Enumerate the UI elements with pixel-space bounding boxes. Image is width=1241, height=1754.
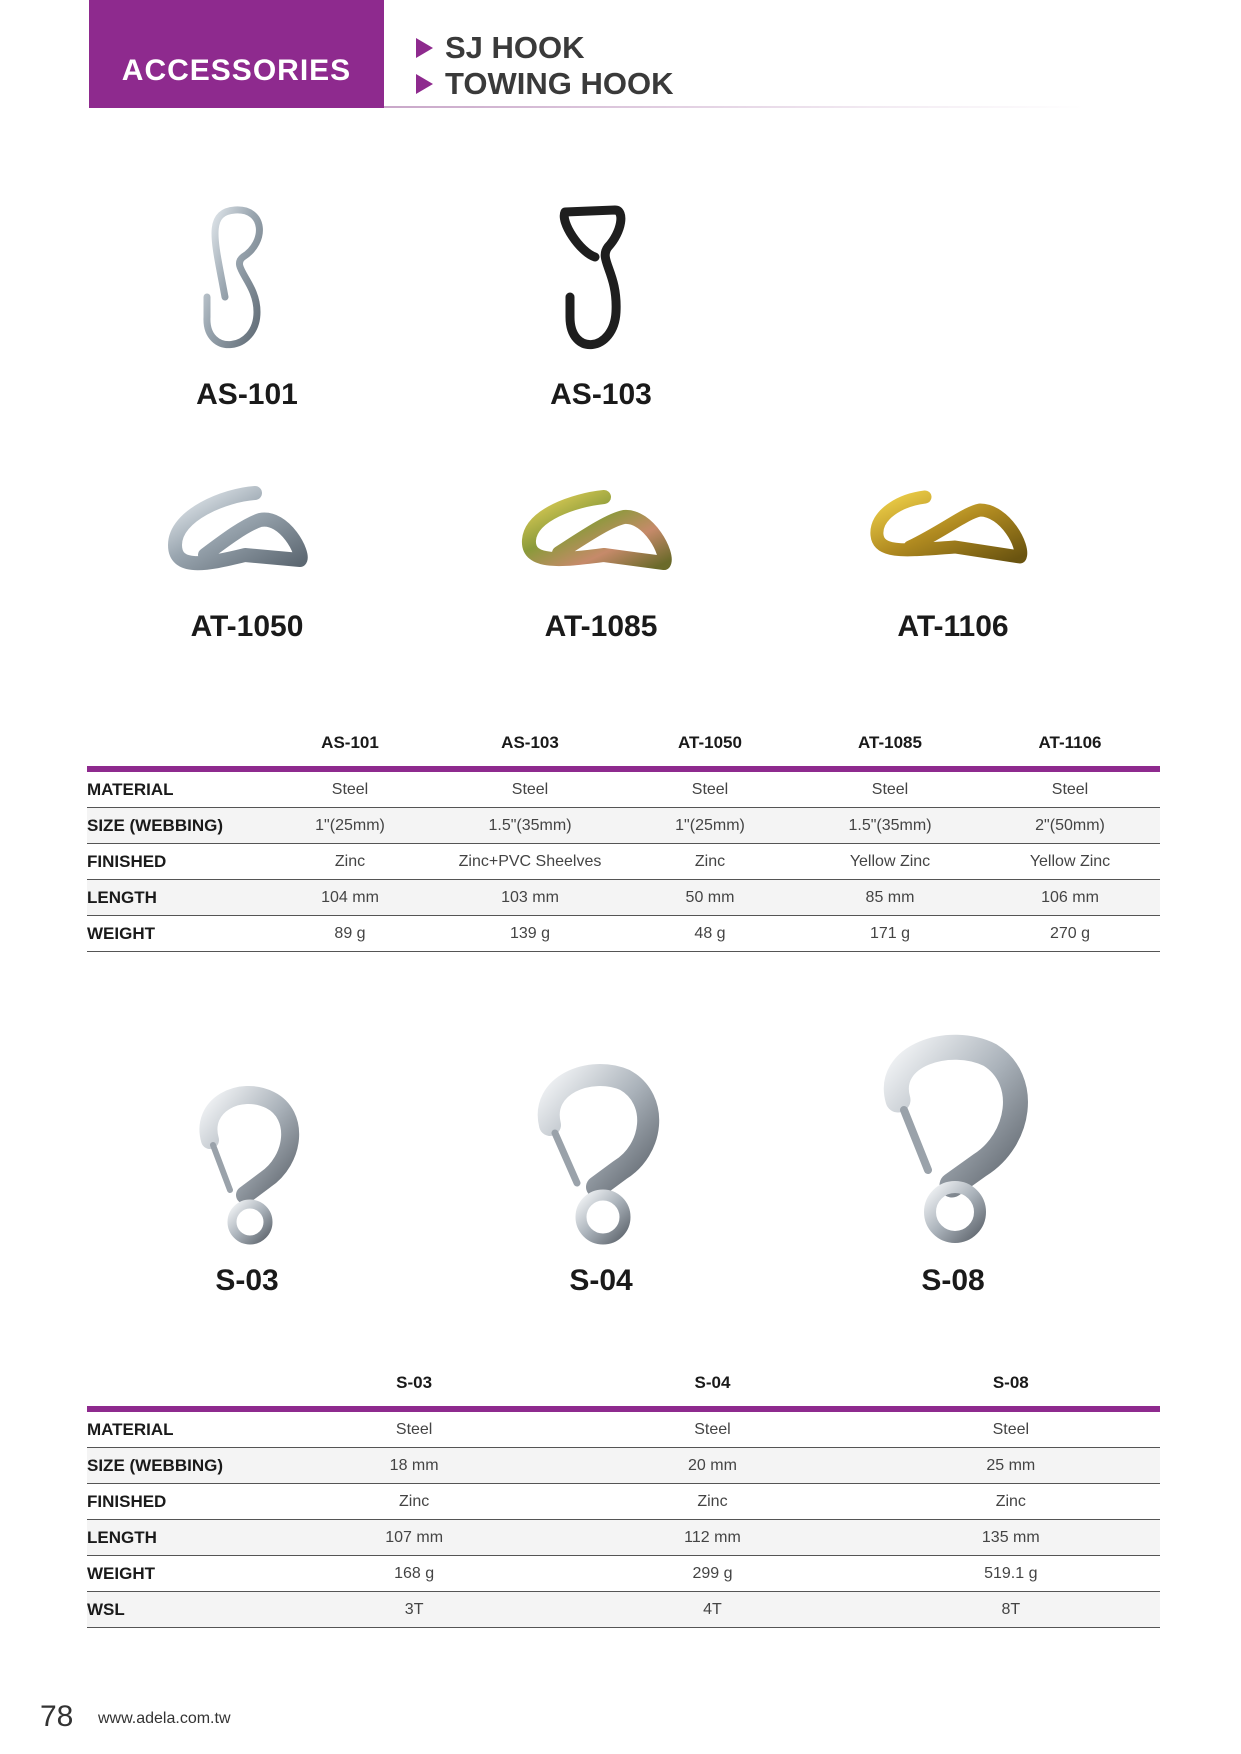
- table-row: [87, 844, 1160, 880]
- table-cell: Zinc+PVC Sheelves: [440, 844, 620, 880]
- table-cell: Steel: [265, 1409, 563, 1448]
- row-label: SIZE (WEBBING): [87, 1448, 265, 1484]
- table-row: [87, 1592, 1160, 1628]
- table-cell: 171 g: [800, 916, 980, 952]
- row-label: MATERIAL: [87, 769, 260, 808]
- table-cell: 3T: [265, 1592, 563, 1628]
- table-header-row: [87, 1360, 1160, 1409]
- table-corner: [87, 720, 260, 769]
- table-header-row: [87, 720, 1160, 769]
- column-header: AS-101: [260, 720, 440, 769]
- header-divider: [384, 106, 1084, 108]
- table-cell: 1"(25mm): [620, 808, 800, 844]
- column-header: AT-1085: [800, 720, 980, 769]
- table-cell: 135 mm: [862, 1520, 1160, 1556]
- row-label: LENGTH: [87, 1520, 265, 1556]
- table-cell: 519.1 g: [862, 1556, 1160, 1592]
- product-label: AT-1106: [897, 610, 1009, 643]
- table-cell: 1"(25mm): [260, 808, 440, 844]
- table-cell: Zinc: [862, 1484, 1160, 1520]
- safety-hook-icon: [195, 1085, 305, 1250]
- triangle-bullet-icon: [416, 38, 433, 58]
- wire-hook-zinc-icon: [165, 485, 315, 595]
- column-header: AT-1106: [980, 720, 1160, 769]
- product-label: AS-101: [196, 378, 298, 411]
- table-cell: Steel: [260, 769, 440, 808]
- column-header: AS-103: [440, 720, 620, 769]
- table-cell: Zinc: [620, 844, 800, 880]
- title-text: TOWING HOOK: [445, 66, 674, 101]
- column-header: S-04: [563, 1360, 861, 1409]
- table-row: [87, 808, 1160, 844]
- product-label: S-03: [215, 1264, 279, 1297]
- table-cell: Zinc: [260, 844, 440, 880]
- s-hook-black-icon: [550, 202, 640, 362]
- table-cell: 25 mm: [862, 1448, 1160, 1484]
- product-label: AS-103: [550, 378, 652, 411]
- s-hook-icon: [195, 202, 285, 362]
- table-cell: Yellow Zinc: [980, 844, 1160, 880]
- safety-hook-icon: [880, 1040, 1030, 1250]
- table-cell: 104 mm: [260, 880, 440, 916]
- category-title: ACCESSORIES: [121, 54, 352, 87]
- table-cell: 48 g: [620, 916, 800, 952]
- table-row: [87, 880, 1160, 916]
- table-cell: 89 g: [260, 916, 440, 952]
- table-cell: 107 mm: [265, 1520, 563, 1556]
- row-label: SIZE (WEBBING): [87, 808, 260, 844]
- wire-hook-yellow-zinc-icon: [865, 485, 1035, 595]
- table-cell: 2"(50mm): [980, 808, 1160, 844]
- table-cell: 1.5"(35mm): [800, 808, 980, 844]
- table-cell: Steel: [862, 1409, 1160, 1448]
- table-cell: Steel: [980, 769, 1160, 808]
- table-row: [87, 1448, 1160, 1484]
- spec-table-sj-hook: [87, 720, 1160, 952]
- section-title-2: [416, 66, 673, 102]
- triangle-bullet-icon: [416, 74, 433, 94]
- table-corner: [87, 1360, 265, 1409]
- row-label: MATERIAL: [87, 1409, 265, 1448]
- spec-table-towing-hook: [87, 1360, 1160, 1628]
- table-cell: Steel: [440, 769, 620, 808]
- column-header: S-03: [265, 1360, 563, 1409]
- product-label: S-04: [569, 1264, 633, 1297]
- row-label: WSL: [87, 1592, 265, 1628]
- table-cell: 299 g: [563, 1556, 861, 1592]
- table-cell: Zinc: [563, 1484, 861, 1520]
- table-cell: 4T: [563, 1592, 861, 1628]
- page-number: 78: [40, 1700, 74, 1733]
- table-cell: 1.5"(35mm): [440, 808, 620, 844]
- row-label: LENGTH: [87, 880, 260, 916]
- table-cell: 85 mm: [800, 880, 980, 916]
- category-banner: [89, 0, 384, 108]
- row-label: WEIGHT: [87, 1556, 265, 1592]
- product-label: AT-1050: [190, 610, 304, 643]
- table-row: [87, 1520, 1160, 1556]
- table-cell: 8T: [862, 1592, 1160, 1628]
- table-row: [87, 769, 1160, 808]
- table-cell: Zinc: [265, 1484, 563, 1520]
- table-row: [87, 1484, 1160, 1520]
- table-cell: 139 g: [440, 916, 620, 952]
- table-cell: Steel: [800, 769, 980, 808]
- table-cell: Steel: [563, 1409, 861, 1448]
- row-label: WEIGHT: [87, 916, 260, 952]
- table-cell: 168 g: [265, 1556, 563, 1592]
- table-cell: Yellow Zinc: [800, 844, 980, 880]
- title-text: SJ HOOK: [445, 30, 585, 65]
- column-header: S-08: [862, 1360, 1160, 1409]
- row-label: FINISHED: [87, 844, 260, 880]
- website-link[interactable]: www.adela.com.tw: [98, 1710, 231, 1727]
- column-header: AT-1050: [620, 720, 800, 769]
- table-cell: 112 mm: [563, 1520, 861, 1556]
- table-row: [87, 1409, 1160, 1448]
- table-cell: Steel: [620, 769, 800, 808]
- table-cell: 50 mm: [620, 880, 800, 916]
- table-cell: 270 g: [980, 916, 1160, 952]
- table-cell: 103 mm: [440, 880, 620, 916]
- table-row: [87, 1556, 1160, 1592]
- row-label: FINISHED: [87, 1484, 265, 1520]
- table-row: [87, 916, 1160, 952]
- product-label: S-08: [921, 1264, 985, 1297]
- product-label: AT-1085: [544, 610, 658, 643]
- section-title-1: [416, 30, 585, 66]
- table-cell: 18 mm: [265, 1448, 563, 1484]
- wire-hook-yellow-zinc-icon: [519, 485, 679, 595]
- table-cell: 106 mm: [980, 880, 1160, 916]
- safety-hook-icon: [535, 1065, 665, 1255]
- table-cell: 20 mm: [563, 1448, 861, 1484]
